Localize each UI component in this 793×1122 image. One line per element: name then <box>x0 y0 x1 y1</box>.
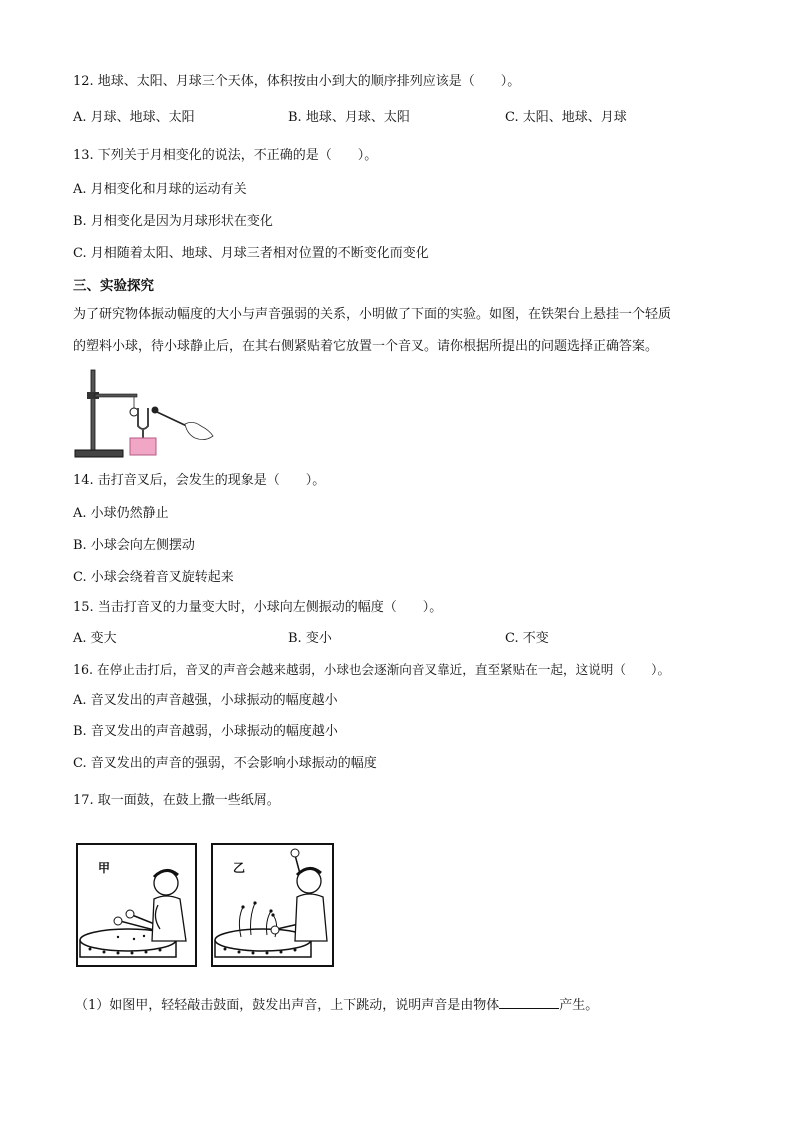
drum-tap-illustration <box>78 845 195 965</box>
stand-rod <box>91 370 95 450</box>
q17-sub1-text-end: 产生。 <box>559 998 599 1013</box>
tuning-fork-experiment-figure <box>73 366 218 460</box>
q15-option-c: C. 不变 <box>505 631 549 646</box>
drum-panel-a <box>76 843 197 967</box>
panel-a-label: 甲 <box>98 861 111 875</box>
q12-option-c: C. 太阳、地球、月球 <box>505 110 627 125</box>
q15-stem: 15. 当击打音叉的力量变大时，小球向左侧振动的幅度（ ）。 <box>73 600 443 615</box>
q16-option-a: A. 音叉发出的声音越强，小球振动的幅度越小 <box>73 693 338 708</box>
section-heading: 三、实验探究 <box>73 278 154 294</box>
drum-hit-illustration <box>213 845 332 965</box>
hand <box>185 422 213 439</box>
drum-panel-b <box>211 843 334 967</box>
panel-b-label: 乙 <box>233 861 246 875</box>
q16-option-c: C. 音叉发出的声音的强弱，不会影响小球振动的幅度 <box>73 756 377 771</box>
answer-blank[interactable] <box>499 996 559 1009</box>
q17-sub1-text: （1）如图甲，轻轻敲击鼓面，鼓发出声音，上下跳动，说明声音是由物体 <box>75 998 500 1013</box>
q13-stem: 13. 下列关于月相变化的说法，不正确的是（ ）。 <box>73 148 378 163</box>
q12-option-b: B. 地球、月球、太阳 <box>288 110 410 125</box>
q15-option-a: A. 变大 <box>73 631 117 646</box>
section-intro-line2: 的塑料小球，待小球静止后，在其右侧紧贴着它放置一个音叉。请你根据所提出的问题选择正确答案。 <box>73 339 659 354</box>
resonance-box <box>130 438 156 455</box>
q16-stem: 16. 在停止击打后，音叉的声音会越来越弱，小球也会逐渐向音叉靠近，直至紧贴在一起，这说明（ ）。 <box>73 662 671 677</box>
q12-option-a: A. 月球、地球、太阳 <box>73 110 195 125</box>
q15-option-b: B. 变小 <box>288 631 332 646</box>
q14-stem: 14. 击打音叉后，会发生的现象是（ ）。 <box>73 473 326 488</box>
q17-stem: 17. 取一面鼓，在鼓上撒一些纸屑。 <box>73 793 280 808</box>
q14-option-c: C. 小球会绕着音叉旋转起来 <box>73 570 234 585</box>
q16-option-b: B. 音叉发出的声音越弱，小球振动的幅度越小 <box>73 724 338 739</box>
tuning-fork <box>138 408 148 429</box>
q14-option-a: A. 小球仍然静止 <box>73 506 169 521</box>
stand-arm <box>95 394 137 397</box>
q13-option-c: C. 月相随着太阳、地球、月球三者相对位置的不断变化而变化 <box>73 246 429 261</box>
q12-stem: 12. 地球、太阳、月球三个天体，体积按由小到大的顺序排列应该是（ ）。 <box>73 74 521 89</box>
q13-option-a: A. 月相变化和月球的运动有关 <box>73 182 247 197</box>
q13-option-b: B. 月相变化是因为月球形状在变化 <box>73 214 273 229</box>
plastic-ball <box>130 408 138 416</box>
q14-option-b: B. 小球会向左侧摆动 <box>73 538 195 553</box>
stand-base <box>75 450 123 457</box>
section-intro-line1: 为了研究物体振动幅度的大小与声音强弱的关系，小明做了下面的实验。如图，在铁架台上悬挂一个轻质 <box>73 307 672 322</box>
q17-sub1 <box>75 996 598 1015</box>
